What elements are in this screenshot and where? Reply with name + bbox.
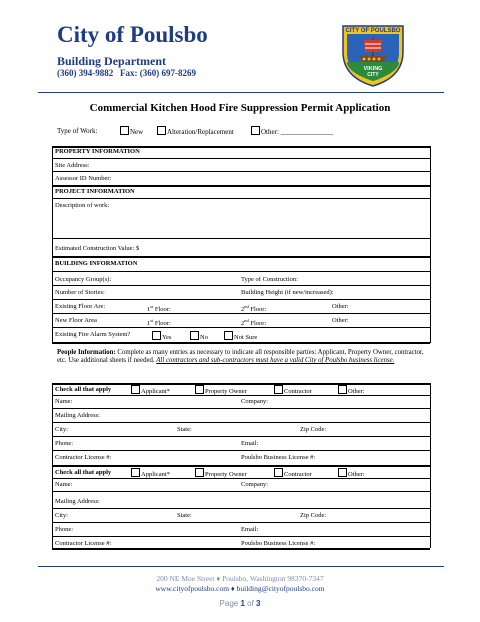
rule xyxy=(52,522,430,523)
check-all-label-1: Check all that apply xyxy=(55,386,112,393)
footer-web-email[interactable]: www.cityofpoulsbo.com ♦ building@cityofpoulsbo.com xyxy=(155,584,325,593)
site-address-field[interactable]: Site Address: xyxy=(55,162,90,169)
table-right-border xyxy=(430,146,431,343)
seal-bottom-text-1: VIKING xyxy=(363,66,383,72)
no-checkbox[interactable] xyxy=(190,331,199,340)
email-field-2[interactable]: Email: xyxy=(241,526,259,533)
owner-checkbox-1[interactable] xyxy=(195,385,204,394)
occupancy-field[interactable]: Occupancy Group(s): xyxy=(55,276,112,283)
type-of-work-label: Type of Work: xyxy=(57,127,98,135)
applicant-option-2[interactable]: Applicant* xyxy=(131,468,170,479)
rule xyxy=(52,536,430,537)
owner-checkbox-2[interactable] xyxy=(195,468,204,477)
company-field-1[interactable]: Company: xyxy=(241,398,269,405)
contact-phones: (360) 394-9882 Fax: (360) 697-8269 xyxy=(57,68,196,78)
business-license-field-1[interactable]: Poulsbo Business License #: xyxy=(241,454,316,461)
rule xyxy=(52,299,430,300)
existing-second-floor-field[interactable]: 2nd Floor: xyxy=(241,304,267,314)
fire-alarm-not-sure[interactable]: Not Sure xyxy=(224,331,257,342)
footer-address: 200 NE Moe Street ♦ Poulsbo, Washington 98370-7347 xyxy=(156,574,324,583)
business-license-field-2[interactable]: Poulsbo Business License #: xyxy=(241,540,316,547)
department-name: Building Department xyxy=(57,54,167,68)
new-second-floor-field[interactable]: 2nd Floor: xyxy=(241,318,267,328)
stories-field[interactable]: Number of Stories: xyxy=(55,289,105,296)
rule xyxy=(52,395,430,396)
other-option-1[interactable]: Other: xyxy=(338,385,365,396)
project-heading: PROJECT INFORMATION xyxy=(55,188,135,195)
contractor-license-field-1[interactable]: Contractor License #: xyxy=(55,454,112,461)
description-field[interactable]: Description of work: xyxy=(55,202,110,209)
rule xyxy=(52,478,430,479)
fire-alarm-yes[interactable]: Yes xyxy=(152,331,171,342)
name-field-2[interactable]: Name: xyxy=(55,481,73,488)
rule xyxy=(52,198,430,199)
zip-field-1[interactable]: Zip Code: xyxy=(300,426,327,433)
fire-alarm-no[interactable]: No xyxy=(190,331,208,342)
rule xyxy=(52,342,430,344)
rule xyxy=(52,271,430,272)
existing-other-field[interactable]: Other: xyxy=(332,303,349,310)
type-new-option[interactable]: New xyxy=(120,126,143,136)
rule xyxy=(52,327,430,328)
city-name: City of Poulsbo xyxy=(57,22,208,47)
not-sure-checkbox[interactable] xyxy=(224,331,233,340)
type-other-option[interactable]: Other: _______________ xyxy=(251,126,333,136)
type-of-work-row xyxy=(57,127,97,135)
type-alteration-option[interactable]: Alteration/Replacement xyxy=(157,126,234,136)
contractor-option-1[interactable]: Contractor xyxy=(274,385,312,396)
applicant-checkbox-1[interactable] xyxy=(131,385,140,394)
applicant-option-1[interactable]: Applicant* xyxy=(131,385,170,396)
contractor-checkbox-2[interactable] xyxy=(274,468,283,477)
contractor-license-field-2[interactable]: Contractor License #: xyxy=(55,540,112,547)
owner-option-1[interactable]: Property Owner xyxy=(195,385,247,396)
footer-divider xyxy=(38,566,444,567)
existing-first-floor-field[interactable]: 1st Floor: xyxy=(147,304,171,314)
rule xyxy=(52,548,430,550)
state-field-1[interactable]: State: xyxy=(177,426,192,433)
other-checkbox[interactable] xyxy=(251,126,260,135)
new-floor-area-label: New Floor Area xyxy=(55,317,97,324)
new-other-field[interactable]: Other: xyxy=(332,317,349,324)
party-table-right-border xyxy=(430,383,431,548)
construction-type-field[interactable]: Type of Construction: xyxy=(241,276,298,283)
form-title: Commercial Kitchen Hood Fire Suppression Permit Application xyxy=(89,102,391,114)
rule xyxy=(52,285,430,286)
alteration-checkbox[interactable] xyxy=(157,126,166,135)
rule xyxy=(52,185,430,187)
people-information-note: People Information: Complete as many entries as necessary to indicate all responsible parties: Applicant, Property Owner, contractor, etc. Use additional sheets if needed. All contractors and sub-contractors must have a valid City of Poulsbo business license. xyxy=(57,349,424,364)
check-all-label-2: Check all that apply xyxy=(55,469,112,476)
rule xyxy=(52,408,430,409)
rule xyxy=(52,436,430,437)
building-height-field[interactable]: Building Height (if new/increased): xyxy=(241,289,334,296)
rule xyxy=(52,158,430,159)
yes-checkbox[interactable] xyxy=(152,331,161,340)
fire-alarm-label: Existing Fire Alarm System? xyxy=(55,331,131,338)
rule xyxy=(52,422,430,423)
rule xyxy=(52,313,430,314)
rule xyxy=(52,465,430,467)
rule xyxy=(52,256,430,258)
rule xyxy=(52,171,430,172)
rule xyxy=(52,508,430,509)
new-first-floor-field[interactable]: 1st Floor: xyxy=(147,318,171,328)
header-divider xyxy=(38,92,444,93)
construction-value-field[interactable]: Estimated Construction Value: $ xyxy=(55,245,140,252)
state-field-2[interactable]: State: xyxy=(177,512,192,519)
rule xyxy=(52,450,430,451)
mailing-field-1[interactable]: Mailing Address: xyxy=(55,412,100,419)
city-seal-logo xyxy=(337,22,409,88)
rule xyxy=(52,238,430,239)
phone-field-2[interactable]: Phone: xyxy=(55,526,74,533)
city-field-1[interactable]: City: xyxy=(55,426,69,433)
contractor-checkbox-1[interactable] xyxy=(274,385,283,394)
phone-field-1[interactable]: Phone: xyxy=(55,440,74,447)
owner-option-2[interactable]: Property Owner xyxy=(195,468,247,479)
city-field-2[interactable]: City: xyxy=(55,512,69,519)
property-heading: PROPERTY INFORMATION xyxy=(55,148,140,155)
name-field-1[interactable]: Name: xyxy=(55,398,73,405)
zip-field-2[interactable]: Zip Code: xyxy=(300,512,327,519)
other-checkbox-2[interactable] xyxy=(338,468,347,477)
mailing-field-2[interactable]: Mailing Address: xyxy=(55,498,100,505)
seal-bottom-text-2: CITY xyxy=(367,72,379,78)
other-option-2[interactable]: Other: xyxy=(338,468,365,479)
rule xyxy=(52,491,430,492)
new-checkbox[interactable] xyxy=(120,126,129,135)
contractor-option-2[interactable]: Contractor xyxy=(274,468,312,479)
applicant-checkbox-2[interactable] xyxy=(131,468,140,477)
email-field-1[interactable]: Email: xyxy=(241,440,259,447)
seal-top-text: CITY OF POULSBO xyxy=(345,28,401,34)
building-heading: BUILDING INFORMATION xyxy=(55,260,138,267)
assessor-id-field[interactable]: Assessor ID Number: xyxy=(55,175,112,182)
other-checkbox-1[interactable] xyxy=(338,385,347,394)
existing-floor-area-label: Existing Floor Are: xyxy=(55,303,106,310)
company-field-2[interactable]: Company: xyxy=(241,481,269,488)
page-indicator: Page 1 of 3 xyxy=(219,599,261,608)
